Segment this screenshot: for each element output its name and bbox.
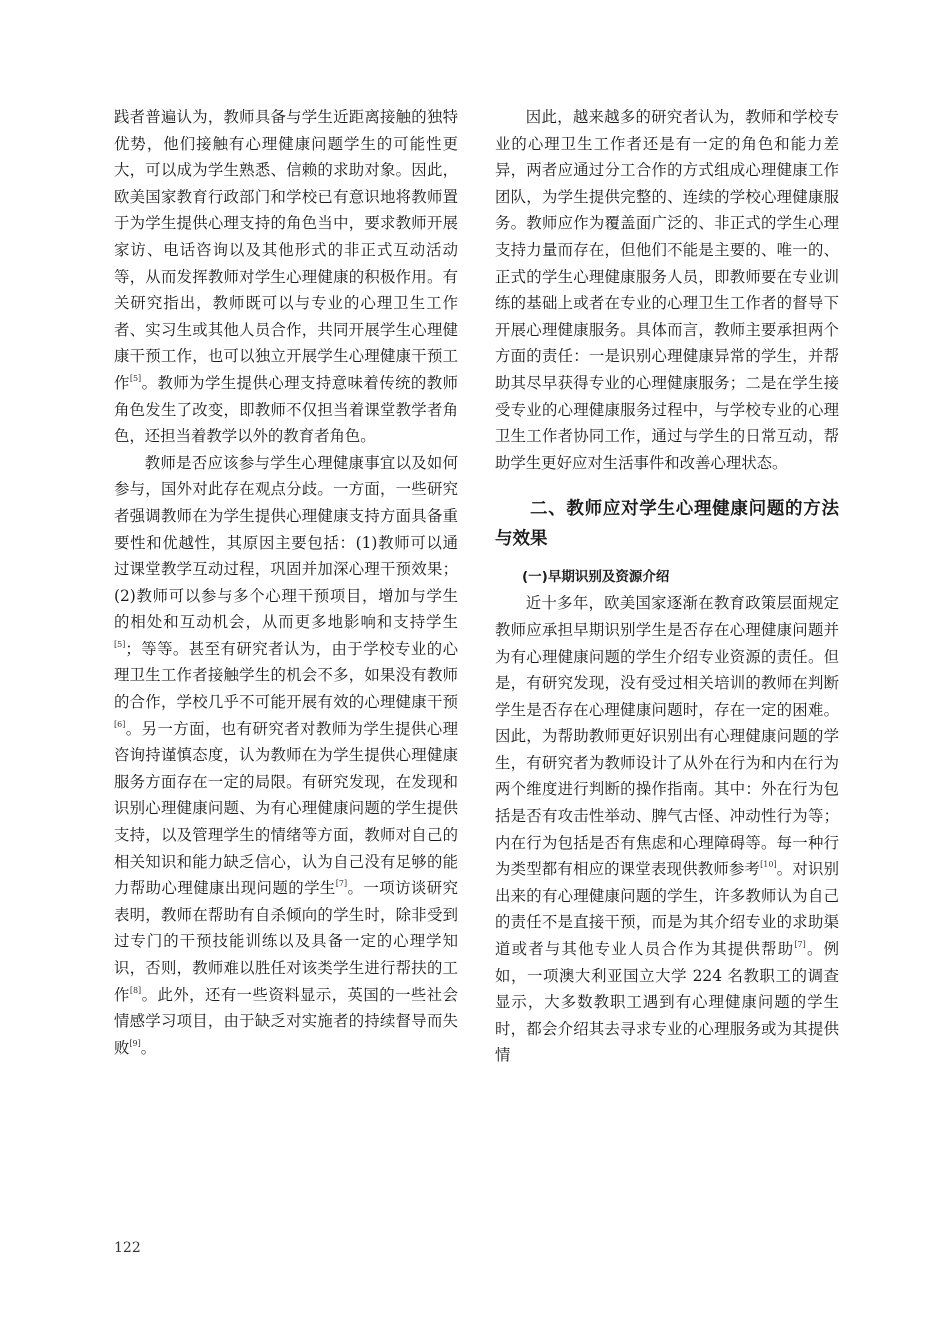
- text-segment: 。例如，一项澳大利亚国立大学 224 名教职工的调查显示，大多数教职工遇到有心理健康问题的学生时，都会介绍其去寻求专业的心理服务或为其提供情: [495, 940, 839, 1065]
- text-segment: 教师是否应该参与学生心理健康事宜以及如何参与，国外对此存在观点分歧。一方面，一些研究者强调教师在为学生提供心理健康支持方面具备重要性和优越性，其原因主要包括：(1)教师可以通过课堂教学互动过程，巩固并加深心理干预效果；(2)教师可以参与多个心理干预项目，增加与学生的相处和互动机会，从而更多地影响和支持学生: [114, 453, 458, 632]
- text-segment: 践者普遍认为，教师具备与学生近距离接触的独特优势，他们接触有心理健康问题学生的可能性更大，可以成为学生熟悉、信赖的求助对象。因此，欧美国家教育行政部门和学校已有意识地将教师置于为学生提供心理支持的角色当中，要求教师开展家访、电话咨询以及其他形式的非正式互动活动等，从而发挥教师对学生心理健康的积极作用。有关研究指出，教师既可以与专业的心理卫生工作者、实习生或其他人员合作，共同开展学生心理健康干预工作，也可以独立开展学生心理健康干预工作: [114, 108, 458, 392]
- citation-mark: [7]: [335, 879, 348, 889]
- right-paragraph-1: 因此，越来越多的研究者认为，教师和学校专业的心理卫生工作者还是有一定的角色和能力差异，两者应通过分工合作的方式组成心理健康工作团队，为学生提供完整的、连续的学校心理健康服务。教师应作为覆盖面广泛的、非正式的学生心理支持力量而存在，但他们不能是主要的、唯一的、正式的学生心理健康服务人员，即教师要在专业训练的基础上或者在专业的心理卫生工作者的督导下开展心理健康服务。具体而言，教师主要承担两个方面的责任：一是识别心理健康异常的学生，并帮助其尽早获得专业的心理健康服务；二是在学生接受专业的心理健康服务过程中，与学校专业的心理卫生工作者协同工作，通过与学生的日常互动，帮助学生更好应对生活事件和改善心理状态。: [495, 108, 839, 472]
- left-paragraph-2: [114, 450, 458, 1062]
- page-number: 122: [114, 1240, 141, 1256]
- citation-mark: [8]: [129, 985, 142, 995]
- section-title: 二、教师应对学生心理健康问题的方法与效果: [495, 499, 839, 550]
- citation-mark: [10]: [760, 860, 777, 870]
- citation-mark: [7]: [794, 940, 806, 950]
- citation-mark: [6]: [114, 719, 126, 729]
- left-column: [114, 104, 458, 1061]
- text-segment: 。对识别出来的有心理健康问题的学生，许多教师认为自己的责任不是直接干预，而是为其介绍专业的求助渠道或者与其他专业人员合作为其提供帮助: [495, 860, 839, 959]
- citation-mark: [9]: [129, 1038, 141, 1048]
- right-column: [495, 104, 839, 1069]
- citation-mark: [5]: [114, 639, 126, 649]
- text-segment: 。教师为学生提供心理支持意味着传统的教师角色发生了改变，即教师不仅担当着课堂教学者角色，还担当着教学以外的教育者角色。: [114, 373, 458, 446]
- text-segment: 。: [140, 1038, 157, 1057]
- text-segment: 。此外，还有一些资料显示，英国的一些社会情感学习项目，由于缺乏对实施者的持续督导而失败: [114, 985, 458, 1057]
- citation-mark: [5]: [129, 373, 142, 383]
- right-paragraph-2: [495, 590, 839, 1069]
- left-paragraph-1: [114, 104, 458, 450]
- subsection-title: (一)早期识别及资源介绍: [522, 569, 670, 586]
- text-segment: 。一项访谈研究表明，教师在帮助有自杀倾向的学生时，除非受到过专门的干预技能训练以及具备一定的心理学知识，否则，教师难以胜任对该类学生进行帮扶的工作: [114, 879, 458, 1004]
- text-segment: 近十多年，欧美国家逐渐在教育政策层面规定教师应承担早期识别学生是否存在心理健康问题并为有心理健康问题的学生介绍专业资源的责任。但是，有研究发现，没有受过相关培训的教师在判断学生是否存在心理健康问题时，存在一定的困难。因此，为帮助教师更好识别出有心理健康问题的学生，有研究者为教师设计了从外在行为和内在行为两个维度进行判断的操作指南。其中：外在行为包括是否有攻击性举动、脾气古怪、冲动性行为等；内在行为包括是否有焦虑和心理障碍等。每一种行为类型都有相应的课堂表现供教师参考: [495, 594, 839, 879]
- text-segment: ；等等。甚至有研究者认为，由于学校专业的心理卫生工作者接触学生的机会不多，如果没有教师的合作，学校几乎不可能开展有效的心理健康干预: [114, 639, 458, 712]
- text-segment: 。另一方面，也有研究者对教师为学生提供心理咨询持谨慎态度，认为教师在为学生提供心理健康服务方面存在一定的局限。有研究发现，在发现和识别心理健康问题、为有心理健康问题的学生提供支持，以及管理学生的情绪等方面，教师对自己的相关知识和能力缺乏信心，认为自己没有足够的能力帮助心理健康出现问题的学生: [114, 719, 458, 898]
